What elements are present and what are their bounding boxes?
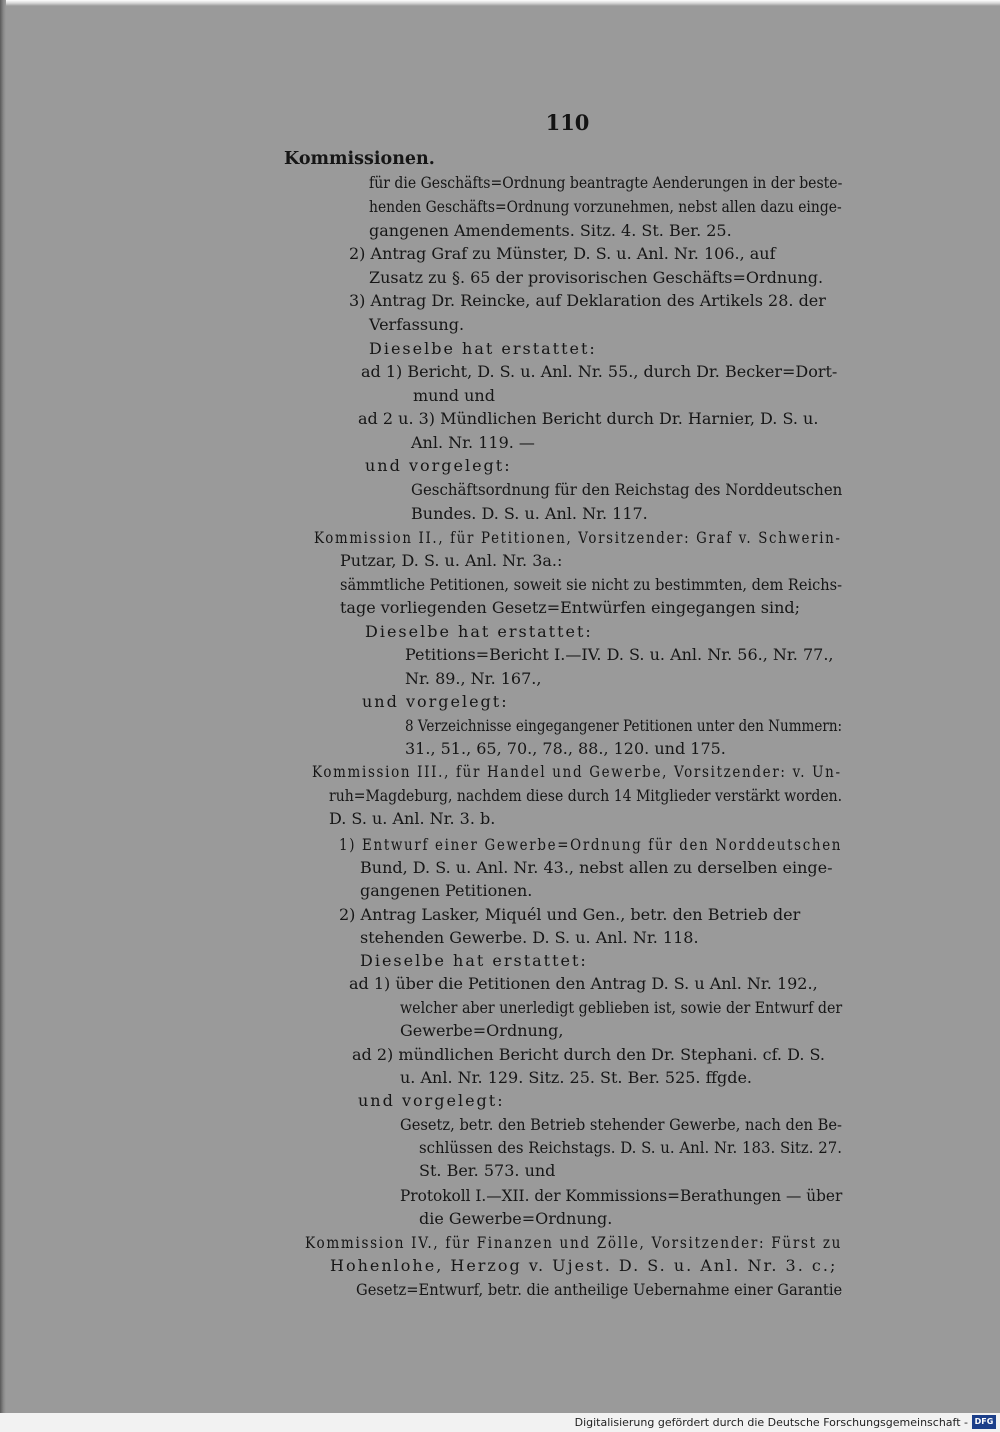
text-line: Zusatz zu §. 65 der provisorischen Geschäfts=Ordnung. <box>369 268 824 287</box>
text-line: sämmtliche Petitionen, soweit sie nicht zu bestimmten, dem Reichs- <box>340 575 843 594</box>
text-line: 8 Verzeichnisse eingegangener Petitionen unter den Nummern: <box>405 716 843 735</box>
text-line: stehenden Gewerbe. D. S. u. Anl. Nr. 118. <box>360 928 699 947</box>
footer-bar <box>0 1413 1000 1432</box>
text-line: Protokoll I.—XII. der Kommissions=Berathungen — über <box>400 1186 843 1205</box>
text-line: Putzar, D. S. u. Anl. Nr. 3a.: <box>340 551 563 570</box>
text-line: henden Geschäfts=Ordnung vorzunehmen, nebst allen dazu einge- <box>369 197 842 216</box>
text-line: St. Ber. 573. und <box>419 1161 556 1180</box>
text-line: 1) Entwurf einer Gewerbe=Ordnung für den Norddeutschen <box>339 835 843 854</box>
text-line: ruh=Magdeburg, nachdem diese durch 14 Mitglieder verstärkt worden. <box>329 786 843 805</box>
text-line: u. Anl. Nr. 129. Sitz. 25. St. Ber. 525. ffgde. <box>400 1068 753 1087</box>
footer-credit: Digitalisierung gefördert durch die Deutsche Forschungsgemeinschaft - <box>574 1416 968 1429</box>
text-line: Dieselbe hat erstattet: <box>365 622 593 641</box>
text-line: Geschäftsordnung für den Reichstag des Norddeutschen <box>411 480 843 499</box>
text-line: und vorgelegt: <box>358 1091 505 1110</box>
text-line: Kommission II., für Petitionen, Vorsitzender: Graf v. Schwerin- <box>314 528 842 547</box>
text-line: Petitions=Bericht I.—IV. D. S. u. Anl. Nr. 56., Nr. 77., <box>405 645 834 664</box>
page-number: 110 <box>545 110 590 135</box>
text-line: ad 2 u. 3) Mündlichen Bericht durch Dr. Harnier, D. S. u. <box>358 409 819 428</box>
text-line: Gesetz=Entwurf, betr. die antheilige Uebernahme einer Garantie <box>356 1280 843 1299</box>
text-line: 2) Antrag Lasker, Miquél und Gen., betr. den Betrieb der <box>339 905 801 924</box>
text-line: Bund, D. S. u. Anl. Nr. 43., nebst allen zu derselben einge- <box>360 858 833 877</box>
text-line: 3) Antrag Dr. Reincke, auf Deklaration des Artikels 28. der <box>349 291 826 310</box>
text-line: 2) Antrag Graf zu Münster, D. S. u. Anl. Nr. 106., auf <box>349 244 776 263</box>
text-line: Anl. Nr. 119. — <box>411 433 535 452</box>
text-line: und vorgelegt: <box>365 456 512 475</box>
text-line: gangenen Petitionen. <box>360 881 533 900</box>
text-line: Verfassung. <box>369 315 465 334</box>
text-line: die Gewerbe=Ordnung. <box>419 1209 613 1228</box>
text-line: tage vorliegenden Gesetz=Entwürfen eingegangen sind; <box>340 598 800 617</box>
text-line: welcher aber unerledigt geblieben ist, sowie der Entwurf der <box>400 998 843 1017</box>
section-heading: Kommissionen. <box>284 149 435 169</box>
text-line: 31., 51., 65, 70., 78., 88., 120. und 175. <box>405 739 726 758</box>
text-line: Gewerbe=Ordnung, <box>400 1021 564 1040</box>
page-left-edge <box>0 0 6 1413</box>
text-line: Kommission III., für Handel und Gewerbe, Vorsitzender: v. Un- <box>312 762 842 781</box>
text-line: mund und <box>413 386 495 405</box>
text-line: und vorgelegt: <box>362 692 509 711</box>
text-line: Dieselbe hat erstattet: <box>369 339 597 358</box>
text-line: schlüssen des Reichstags. D. S. u. Anl. Nr. 183. Sitz. 27. <box>419 1138 842 1157</box>
text-line: ad 1) über die Petitionen den Antrag D. S. u Anl. Nr. 192., <box>349 974 818 993</box>
text-line: ad 2) mündlichen Bericht durch den Dr. Stephani. cf. D. S. <box>352 1045 825 1064</box>
text-line: Kommission IV., für Finanzen und Zölle, Vorsitzender: Fürst zu <box>305 1233 843 1252</box>
page-top-edge <box>0 0 1000 6</box>
text-line: ad 1) Bericht, D. S. u. Anl. Nr. 55., durch Dr. Becker=Dort- <box>361 362 838 381</box>
text-line: Dieselbe hat erstattet: <box>360 951 588 970</box>
text-line: gangenen Amendements. Sitz. 4. St. Ber. 25. <box>369 221 732 240</box>
text-line: für die Geschäfts=Ordnung beantragte Aenderungen in der beste- <box>369 173 843 192</box>
text-line: Bundes. D. S. u. Anl. Nr. 117. <box>411 504 648 523</box>
text-line: Nr. 89., Nr. 167., <box>405 669 542 688</box>
dfg-logo-icon: DFG <box>972 1415 996 1429</box>
text-line: Gesetz, betr. den Betrieb stehender Gewerbe, nach den Be- <box>400 1115 842 1134</box>
text-line: D. S. u. Anl. Nr. 3. b. <box>329 809 496 828</box>
text-line: Hohenlohe, Herzog v. Ujest. D. S. u. Anl. Nr. 3. c.; <box>330 1256 838 1275</box>
